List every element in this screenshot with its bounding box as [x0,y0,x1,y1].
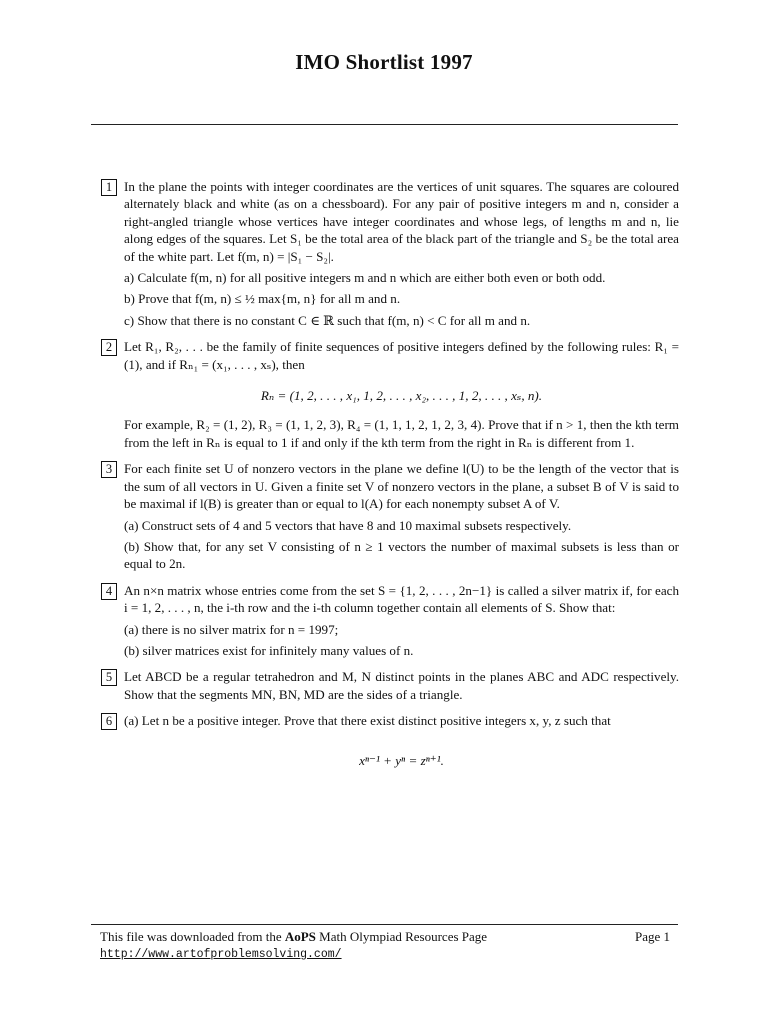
source-note [100,928,487,946]
problem-part: (a) Construct sets of 4 and 5 vectors that have 8 and 10 maximal subsets respectively. [124,517,572,533]
problem-2 [101,338,679,451]
source-prefix: This file was downloaded from the [100,929,285,944]
problem-5 [101,668,679,703]
page-title: IMO Shortlist 1997 [295,50,473,74]
problem-text: (a) Let n be a positive integer. Prove that there exist distinct positive integers x, y, z such that [124,713,611,729]
problem-number: 6 [101,713,117,730]
problem-1 [101,178,679,329]
display-equation: xⁿ⁻¹ + yⁿ = zⁿ⁺¹. [359,752,444,768]
header-rule [91,124,678,125]
problem-text: In the plane the points with integer coordinates are the vertices of unit squares. The squares are coloured alternately black and white (as on a chessboard). For any pair of positive integers m and n, consider a right-angled triangle whose vertices have integer coordinates and whose legs, of lengths m and n, lie along edges of the squares. Let S₁ be the total area of the black part of the triangle and S₂ be the total area of the white part. Let f(m, n) = |S₁ − S₂|. [124,179,679,264]
problem-3 [101,460,679,572]
problem-part: c) Show that there is no constant C ∈ ℝ such that f(m, n) < C for all m and n. [124,312,531,328]
problem-text-continued: For example, R₂ = (1, 2), R₃ = (1, 1, 2, 3), R₄ = (1, 1, 1, 2, 1, 2, 3, 4). Prove that if n > 1, then the kth term from the left in Rₙ is equal to 1 if and only if the kth term from the right in Rₙ is different from 1. [124,417,679,450]
problem-number: 1 [101,179,117,196]
problem-text: For each finite set U of nonzero vectors in the plane we define l(U) to be the length of the vector that is the sum of all vectors in U. Given a finite set V of nonzero vectors in the plane, a subset B of V is said to be maximal if l(B) is greater than or equal to l(A) for each nonempty subset A of V. [124,461,679,512]
problem-number: 3 [101,461,117,478]
problem-text: Let ABCD be a regular tetrahedron and M, N distinct points in the planes ABC and ADC respectively. Show that the segments MN, BN, MD are the sides of a triangle. [124,669,679,702]
problem-part: b) Prove that f(m, n) ≤ ½ max{m, n} for all m and n. [124,291,401,307]
problem-part: (b) silver matrices exist for infinitely many values of n. [124,642,414,658]
problem-text: An n×n matrix whose entries come from the set S = {1, 2, . . . , 2n−1} is called a silver matrix if, for each i = 1, 2, . . . , n, the i-th row and the i-th column together contain all elements of S. Show that: [124,582,679,616]
page-number: Page 1 [634,929,670,944]
problem-number: 5 [101,669,117,686]
problem-part: (b) Show that, for any set V consisting of n ≥ 1 vectors the number of maximal subsets is less than or equal to 2n. [124,538,679,572]
problem-list [101,178,679,783]
source-brand: AoPS [284,929,316,944]
source-suffix: Math Olympiad Resources Page [315,929,488,944]
problem-4 [101,582,679,660]
problem-6 [101,712,679,769]
problem-number: 4 [101,583,117,600]
problem-text: Let R₁, R₂, . . . be the family of finite sequences of positive integers defined by the following rules: R₁ = (1), and if Rₙ₁ = (x₁, . . . , xₛ), then [124,339,679,372]
source-link[interactable]: http://www.artofproblemsolving.com/ [100,948,342,961]
display-equation: Rₙ = (1, 2, . . . , x₁, 1, 2, . . . , x₂, . . . , 1, 2, . . . , xₛ, n). [260,388,543,404]
footer-rule [91,924,678,925]
problem-part: (a) there is no silver matrix for n = 1997; [124,621,339,637]
problem-part: a) Calculate f(m, n) for all positive integers m and n which are either both even or both odd. [124,270,606,286]
problem-number: 2 [101,339,117,356]
